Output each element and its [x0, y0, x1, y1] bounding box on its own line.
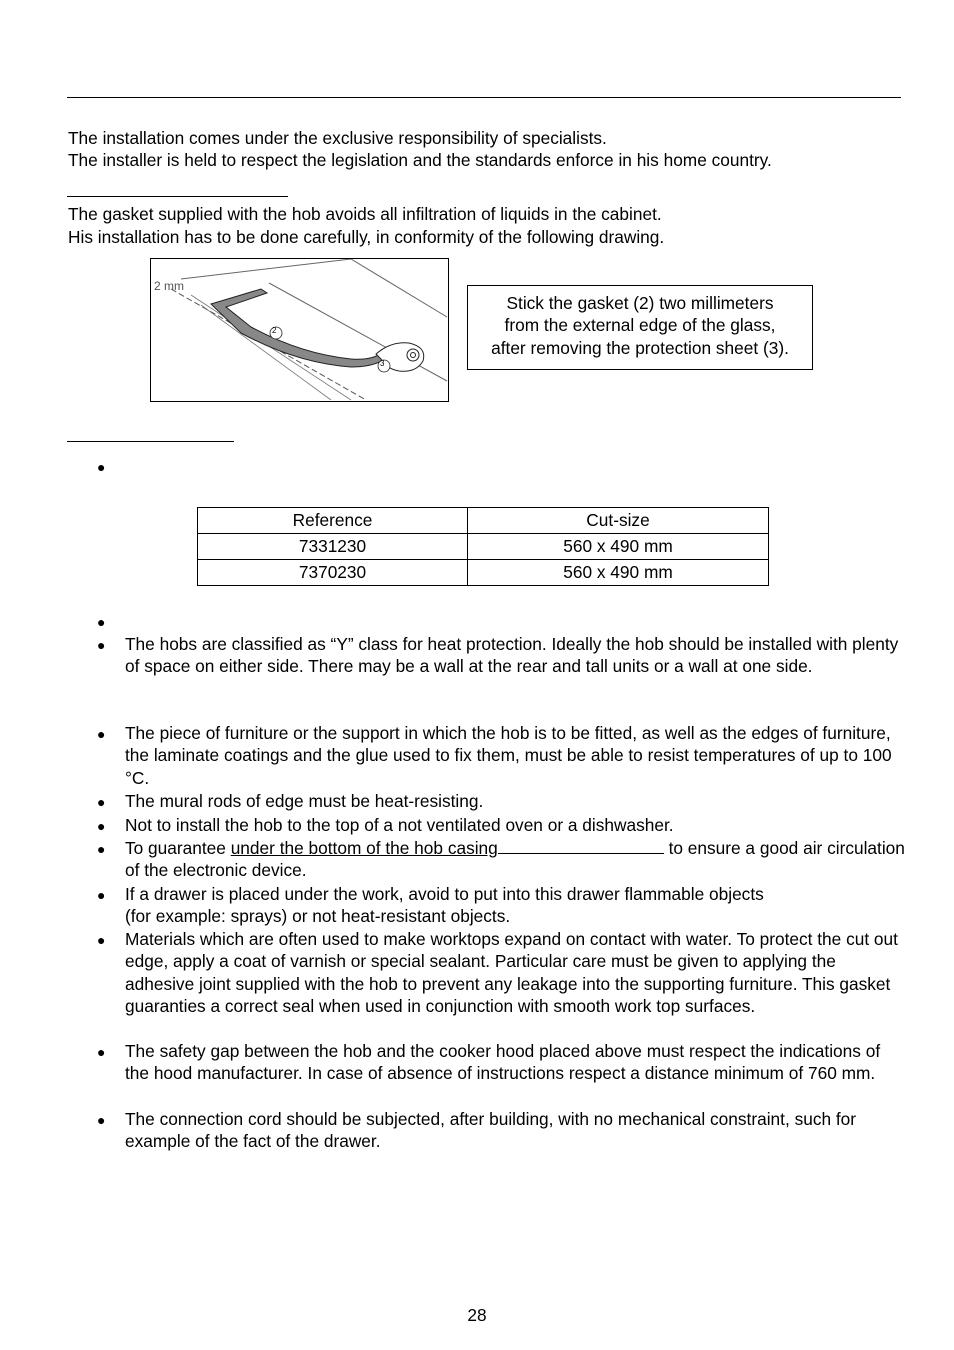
air-gap-underlined: under the bottom of the hob casing — [230, 838, 498, 858]
table-row — [198, 534, 769, 560]
gasket-instruction-callout — [467, 285, 813, 370]
page-number: 28 — [467, 1305, 487, 1325]
bullet-connection-cord: The connection cord should be subjected, after building, with no mechanical constraint, such for example of the fact of the drawer. — [125, 1109, 857, 1152]
bullet-dot: ● — [97, 887, 106, 903]
marker-2: 2 — [272, 326, 277, 335]
bullet-mural-rods: The mural rods of edge must be heat-resisting. — [125, 791, 484, 811]
marker-3: 3 — [380, 359, 385, 368]
section-heading-underline-gasket — [67, 196, 288, 197]
bullet-dot: ● — [97, 637, 106, 653]
gasket-line-1: The gasket supplied with the hob avoids all infiltration of liquids in the cabinet. — [68, 204, 662, 224]
bullet-dot: ● — [97, 1112, 106, 1128]
bullet-drawer — [125, 883, 905, 928]
table-cell-reference: 7370230 — [198, 560, 468, 586]
bullet-dot: ● — [97, 726, 106, 742]
callout-line-2: from the external edge of the glass, — [504, 315, 776, 336]
callout-line-1: Stick the gasket (2) two millimeters — [506, 293, 774, 313]
drawer-line-1: If a drawer is placed under the work, avoid to put into this drawer flammable objects — [125, 884, 764, 904]
table-header-cut-size: Cut-size — [468, 508, 769, 534]
dimension-label: 2 mm — [154, 279, 184, 293]
gasket-line-2: His installation has to be done carefully, in conformity of the following drawing. — [68, 227, 665, 247]
drawer-line-2: (for example: sprays) or not heat-resistant objects. — [125, 906, 511, 927]
bullet-dot: ● — [97, 1044, 106, 1060]
bullet-empty-2: ● — [97, 614, 106, 630]
intro-line-1: The installation comes under the exclusive responsibility of specialists. — [68, 128, 607, 148]
callout-line-3: after removing the protection sheet (3). — [491, 337, 789, 358]
reference-table — [197, 507, 769, 586]
bullet-furniture-temperature: The piece of furniture or the support in which the hob is to be fitted, as well as the edges of furniture, the laminate coatings and the glue used to fix them, must be able to resist temperatures of up to 100 °C. — [125, 723, 892, 788]
bullet-oven-dishwasher: Not to install the hob to the top of a not ventilated oven or a dishwasher. — [125, 815, 674, 835]
bullet-dot: ● — [97, 932, 106, 948]
table-cell-reference: 7331230 — [198, 534, 468, 560]
bullet-empty-1: ● — [97, 459, 106, 475]
air-gap-blank — [498, 839, 664, 854]
bullet-air-gap — [125, 837, 905, 882]
table-header-row — [198, 508, 769, 534]
table-row — [198, 560, 769, 586]
air-gap-text-post: to ensure a good air circulation of the electronic device. — [125, 838, 905, 881]
section-heading-underline-fitting — [67, 441, 234, 442]
gasket-drawing — [150, 258, 449, 402]
bullet-y-class: The hobs are classified as “Y” class for heat protection. Ideally the hob should be installed with plenty of space on either side. There may be a wall at the rear and tall units or a wall at one side. — [125, 634, 899, 677]
table-cell-cut-size: 560 x 490 mm — [468, 560, 769, 586]
table-cell-cut-size: 560 x 490 mm — [468, 534, 769, 560]
bullet-dot: ● — [97, 818, 106, 834]
air-gap-text-pre: To guarantee — [125, 838, 231, 858]
bullet-worktop-materials: Materials which are often used to make worktops expand on contact with water. To protect the cut out edge, apply a coat of varnish or special sealant. Particular care must be given to applying the adhesive joint supplied with the hob to prevent any leakage into the supporting furniture. This gasket guaranties a correct seal when used in conjunction with smooth work top surfaces. — [125, 929, 898, 1016]
intro-line-2: The installer is held to respect the legislation and the standards enforce in his home country. — [68, 150, 772, 170]
top-rule — [67, 97, 901, 98]
bullet-dot: ● — [97, 841, 106, 857]
bullet-hood-gap: The safety gap between the hob and the cooker hood placed above must respect the indications of the hood manufacturer. In case of absence of instructions respect a distance minimum of 760 mm. — [125, 1041, 881, 1084]
bullet-dot: ● — [97, 794, 106, 810]
table-header-reference: Reference — [198, 508, 468, 534]
